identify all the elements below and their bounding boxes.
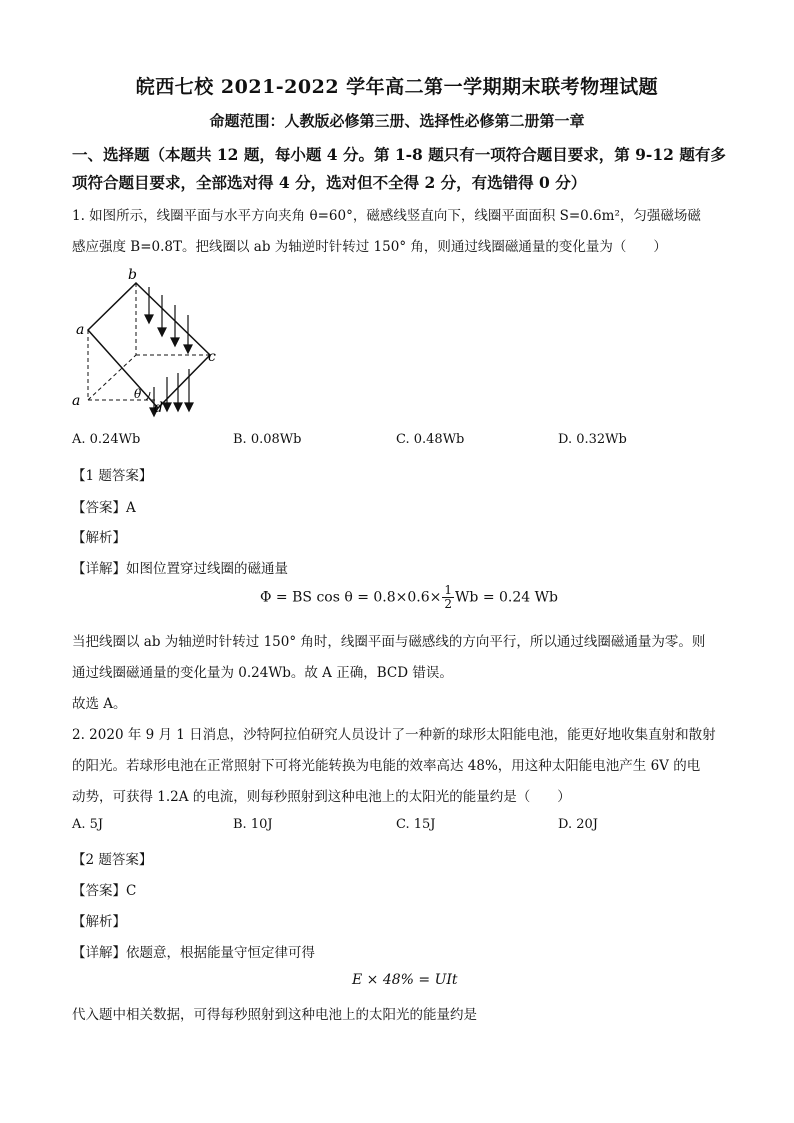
q1-answer: 【答案】A: [72, 500, 136, 516]
section-heading-line1: 一、选择题（本题共 12 题，每小题 4 分。第 1-8 题只有一项符合题目要求，第 9-12 题有多: [72, 145, 726, 164]
page-subtitle: 命题范围：人教版必修第三册、选择性必修第二册第一章: [209, 112, 585, 130]
q2-option-d: D. 20J: [558, 817, 598, 832]
section-heading-line2: 项符合题目要求，全部选对得 4 分，选对但不全得 2 分，有选错得 0 分）: [72, 173, 587, 192]
q1-formula: [260, 584, 558, 611]
q2-detail: 【详解】依题意，根据能量守恒定律可得: [72, 945, 315, 961]
label-b: b: [128, 267, 137, 283]
q1-option-d: D. 0.32Wb: [558, 432, 627, 447]
q2-stem-line3: 动势，可获得 1.2A 的电流，则每秒照射到这种电池上的太阳光的能量约是（ ）: [72, 789, 571, 805]
q1-stem-line2: 感应强度 B=0.8T。把线圈以 ab 为轴逆时针转过 150° 角，则通过线圈磁通量的变化量为（ ）: [72, 239, 667, 255]
q2-stem-line1: 2. 2020 年 9 月 1 日消息，沙特阿拉伯研究人员设计了一种新的球形太阳能电池，能更好地收集直射和散射: [72, 727, 716, 743]
q1-coil-figure: [70, 265, 230, 420]
dashed-diagonal: [88, 355, 136, 400]
q1-formula-fraction: $\frac{1}{2}$: [444, 583, 453, 611]
label-a-bottom: a: [72, 393, 81, 409]
q2-stem-line2: 的阳光。若球形电池在正常照射下可将光能转换为电能的效率高达 48%，用这种太阳能电池产生 6V 的电: [72, 758, 701, 774]
label-d: d: [154, 400, 163, 416]
q1-answer-header: 【1 题答案】: [72, 468, 153, 484]
q1-option-b: B. 0.08Wb: [233, 432, 302, 447]
q1-analysis-label: 【解析】: [72, 530, 126, 546]
q2-answer-header: 【2 题答案】: [72, 852, 153, 868]
q1-formula-right: Wb = 0.24 Wb: [455, 589, 559, 606]
q2-formula: E × 48% = UIt: [352, 972, 458, 988]
q2-analysis-label: 【解析】: [72, 914, 126, 930]
q2-option-c: C. 15J: [396, 817, 436, 832]
q2-answer: 【答案】C: [72, 883, 137, 899]
q1-conclusion: 故选 A。: [72, 696, 127, 712]
q1-stem-line1: 1. 如图所示，线圈平面与水平方向夹角 θ=60°，磁感线竖直向下，线圈平面面积 S=0.6m²，匀强磁场磁: [72, 208, 701, 224]
q2-option-a: A. 5J: [72, 817, 104, 832]
q1-explain-line2: 通过线圈磁通量的变化量为 0.24Wb。故 A 正确，BCD 错误。: [72, 665, 453, 681]
q2-explain-line1: 代入题中相关数据，可得每秒照射到这种电池上的太阳光的能量约是: [72, 1007, 477, 1023]
label-a-top: a: [76, 322, 85, 338]
q2-option-b: B. 10J: [233, 817, 273, 832]
q1-option-c: C. 0.48Wb: [396, 432, 465, 447]
page-title: 皖西七校 2021-2022 学年高二第一学期期末联考物理试题: [135, 76, 659, 98]
q1-detail: 【详解】如图位置穿过线圈的磁通量: [72, 561, 288, 577]
label-c: c: [208, 349, 216, 365]
q1-explain-line1: 当把线圈以 ab 为轴逆时针转过 150° 角时，线圈平面与磁感线的方向平行，所以通过线圈磁通量为零。则: [72, 634, 706, 650]
q1-option-a: A. 0.24Wb: [72, 432, 141, 447]
label-theta: θ: [134, 387, 142, 401]
q1-formula-left: Φ = BS cos θ = 0.8×0.6×: [260, 589, 442, 606]
